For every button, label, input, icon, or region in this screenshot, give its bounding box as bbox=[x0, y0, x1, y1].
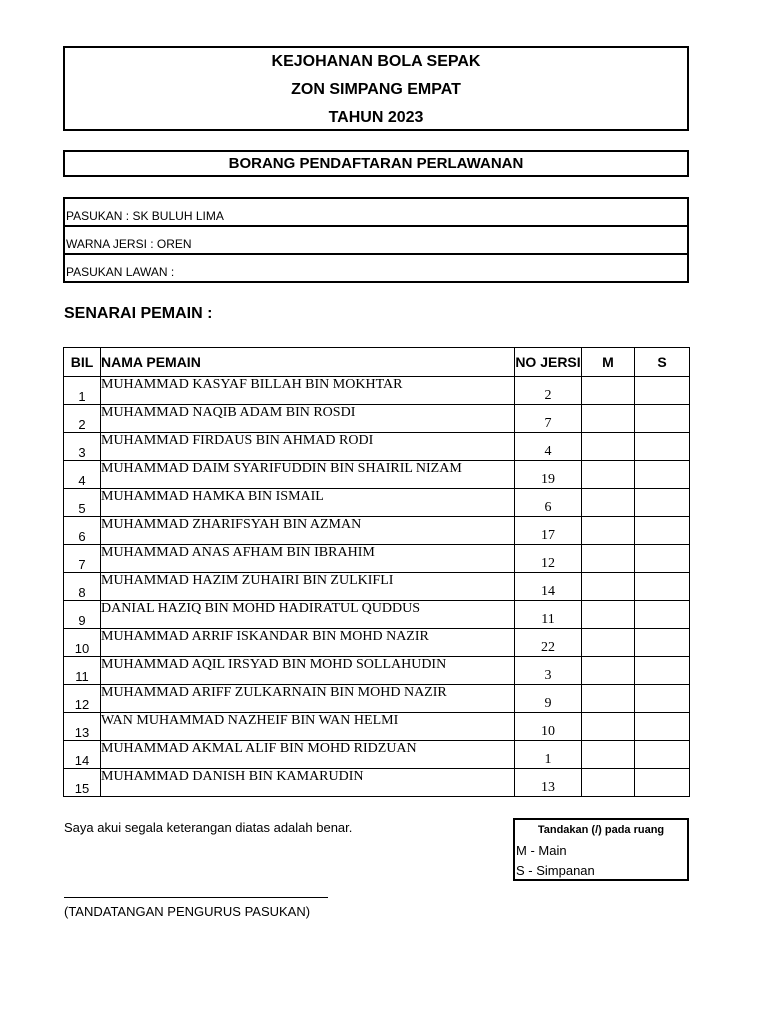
player-table bbox=[63, 347, 690, 797]
row-main-checkbox[interactable] bbox=[582, 461, 635, 489]
legend-simpanan: S - Simpanan bbox=[516, 863, 595, 878]
row-bil: 1 bbox=[64, 377, 101, 405]
row-jersey-no: 12 bbox=[515, 545, 582, 573]
row-player-name: MUHAMMAD NAQIB ADAM BIN ROSDI bbox=[101, 405, 515, 433]
row-simpanan-checkbox[interactable] bbox=[635, 573, 690, 601]
row-main-checkbox[interactable] bbox=[582, 629, 635, 657]
table-row bbox=[64, 545, 690, 573]
row-simpanan-checkbox[interactable] bbox=[635, 769, 690, 797]
header-jersey-no: NO JERSI bbox=[515, 348, 582, 377]
player-rows bbox=[64, 377, 690, 797]
row-player-name: MUHAMMAD KASYAF BILLAH BIN MOKHTAR bbox=[101, 377, 515, 405]
competition-year: TAHUN 2023 bbox=[328, 109, 424, 126]
opponent-field: PASUKAN LAWAN : bbox=[66, 265, 175, 279]
row-bil: 3 bbox=[64, 433, 101, 461]
row-jersey-no: 17 bbox=[515, 517, 582, 545]
table-row bbox=[64, 573, 690, 601]
legend-main: M - Main bbox=[516, 843, 567, 858]
row-simpanan-checkbox[interactable] bbox=[635, 629, 690, 657]
table-row bbox=[64, 489, 690, 517]
row-simpanan-checkbox[interactable] bbox=[635, 713, 690, 741]
row-main-checkbox[interactable] bbox=[582, 489, 635, 517]
row-bil: 13 bbox=[64, 713, 101, 741]
row-simpanan-checkbox[interactable] bbox=[635, 545, 690, 573]
row-jersey-no: 13 bbox=[515, 769, 582, 797]
row-simpanan-checkbox[interactable] bbox=[635, 405, 690, 433]
row-simpanan-checkbox[interactable] bbox=[635, 601, 690, 629]
row-main-checkbox[interactable] bbox=[582, 517, 635, 545]
row-player-name: MUHAMMAD FIRDAUS BIN AHMAD RODI bbox=[101, 433, 515, 461]
row-player-name: DANIAL HAZIQ BIN MOHD HADIRATUL QUDDUS bbox=[101, 601, 515, 629]
table-row bbox=[64, 769, 690, 797]
row-player-name: MUHAMMAD AKMAL ALIF BIN MOHD RIDZUAN bbox=[101, 741, 515, 769]
table-row bbox=[64, 685, 690, 713]
jersey-color-field: WARNA JERSI : OREN bbox=[65, 227, 687, 255]
table-row bbox=[64, 601, 690, 629]
row-jersey-no: 11 bbox=[515, 601, 582, 629]
competition-title: KEJOHANAN BOLA SEPAK bbox=[271, 53, 481, 70]
row-jersey-no: 6 bbox=[515, 489, 582, 517]
row-jersey-no: 4 bbox=[515, 433, 582, 461]
row-simpanan-checkbox[interactable] bbox=[635, 377, 690, 405]
row-main-checkbox[interactable] bbox=[582, 573, 635, 601]
row-bil: 10 bbox=[64, 629, 101, 657]
row-jersey-no: 2 bbox=[515, 377, 582, 405]
row-jersey-no: 1 bbox=[515, 741, 582, 769]
row-player-name: MUHAMMAD HAZIM ZUHAIRI BIN ZULKIFLI bbox=[101, 573, 515, 601]
player-list-heading: SENARAI PEMAIN : bbox=[64, 305, 213, 322]
row-simpanan-checkbox[interactable] bbox=[635, 741, 690, 769]
row-player-name: WAN MUHAMMAD NAZHEIF BIN WAN HELMI bbox=[101, 713, 515, 741]
row-main-checkbox[interactable] bbox=[582, 713, 635, 741]
row-main-checkbox[interactable] bbox=[582, 545, 635, 573]
row-player-name: MUHAMMAD DAIM SYARIFUDDIN BIN SHAIRIL NIZAM bbox=[101, 461, 515, 489]
row-simpanan-checkbox[interactable] bbox=[635, 517, 690, 545]
row-simpanan-checkbox[interactable] bbox=[635, 657, 690, 685]
header-name: NAMA PEMAIN bbox=[101, 348, 515, 377]
row-simpanan-checkbox[interactable] bbox=[635, 461, 690, 489]
row-jersey-no: 10 bbox=[515, 713, 582, 741]
legend-box bbox=[513, 818, 689, 881]
row-player-name: MUHAMMAD ANAS AFHAM BIN IBRAHIM bbox=[101, 545, 515, 573]
row-main-checkbox[interactable] bbox=[582, 405, 635, 433]
row-main-checkbox[interactable] bbox=[582, 433, 635, 461]
row-player-name: MUHAMMAD ARIFF ZULKARNAIN BIN MOHD NAZIR bbox=[101, 685, 515, 713]
table-row bbox=[64, 741, 690, 769]
competition-title-box bbox=[63, 46, 689, 131]
row-bil: 11 bbox=[64, 657, 101, 685]
row-main-checkbox[interactable] bbox=[582, 657, 635, 685]
table-row bbox=[64, 657, 690, 685]
row-bil: 6 bbox=[64, 517, 101, 545]
row-simpanan-checkbox[interactable] bbox=[635, 685, 690, 713]
table-row bbox=[64, 405, 690, 433]
signature-line bbox=[64, 897, 328, 898]
row-simpanan-checkbox[interactable] bbox=[635, 433, 690, 461]
header-main: M bbox=[582, 348, 635, 377]
row-bil: 7 bbox=[64, 545, 101, 573]
row-simpanan-checkbox[interactable] bbox=[635, 489, 690, 517]
table-row bbox=[64, 377, 690, 405]
row-jersey-no: 14 bbox=[515, 573, 582, 601]
row-bil: 9 bbox=[64, 601, 101, 629]
table-row bbox=[64, 629, 690, 657]
form-title: BORANG PENDAFTARAN PERLAWANAN bbox=[63, 150, 689, 177]
row-jersey-no: 19 bbox=[515, 461, 582, 489]
signature-label: (TANDATANGAN PENGURUS PASUKAN) bbox=[64, 904, 311, 919]
row-bil: 2 bbox=[64, 405, 101, 433]
row-main-checkbox[interactable] bbox=[582, 769, 635, 797]
row-bil: 14 bbox=[64, 741, 101, 769]
team-name-field: PASUKAN : SK BULUH LIMA bbox=[65, 199, 687, 227]
row-bil: 5 bbox=[64, 489, 101, 517]
row-player-name: MUHAMMAD ZHARIFSYAH BIN AZMAN bbox=[101, 517, 515, 545]
row-player-name: MUHAMMAD ARRIF ISKANDAR BIN MOHD NAZIR bbox=[101, 629, 515, 657]
legend-title: Tandakan (/) pada ruang bbox=[537, 824, 665, 836]
competition-zone: ZON SIMPANG EMPAT bbox=[291, 81, 461, 98]
row-jersey-no: 9 bbox=[515, 685, 582, 713]
table-row bbox=[64, 517, 690, 545]
row-player-name: MUHAMMAD HAMKA BIN ISMAIL bbox=[101, 489, 515, 517]
table-header-row bbox=[64, 348, 690, 377]
row-jersey-no: 7 bbox=[515, 405, 582, 433]
row-main-checkbox[interactable] bbox=[582, 741, 635, 769]
row-bil: 15 bbox=[64, 769, 101, 797]
header-bil: BIL bbox=[64, 348, 101, 377]
header-simpanan: S bbox=[635, 348, 690, 377]
row-main-checkbox[interactable] bbox=[582, 685, 635, 713]
table-row bbox=[64, 433, 690, 461]
row-player-name: MUHAMMAD AQIL IRSYAD BIN MOHD SOLLAHUDIN bbox=[101, 657, 515, 685]
team-info-box bbox=[63, 197, 689, 283]
row-main-checkbox[interactable] bbox=[582, 601, 635, 629]
row-player-name: MUHAMMAD DANISH BIN KAMARUDIN bbox=[101, 769, 515, 797]
row-bil: 4 bbox=[64, 461, 101, 489]
row-jersey-no: 3 bbox=[515, 657, 582, 685]
table-row bbox=[64, 461, 690, 489]
row-bil: 12 bbox=[64, 685, 101, 713]
row-bil: 8 bbox=[64, 573, 101, 601]
declaration-text: Saya akui segala keterangan diatas adalah benar. bbox=[64, 820, 353, 835]
row-main-checkbox[interactable] bbox=[582, 377, 635, 405]
table-row bbox=[64, 713, 690, 741]
row-jersey-no: 22 bbox=[515, 629, 582, 657]
